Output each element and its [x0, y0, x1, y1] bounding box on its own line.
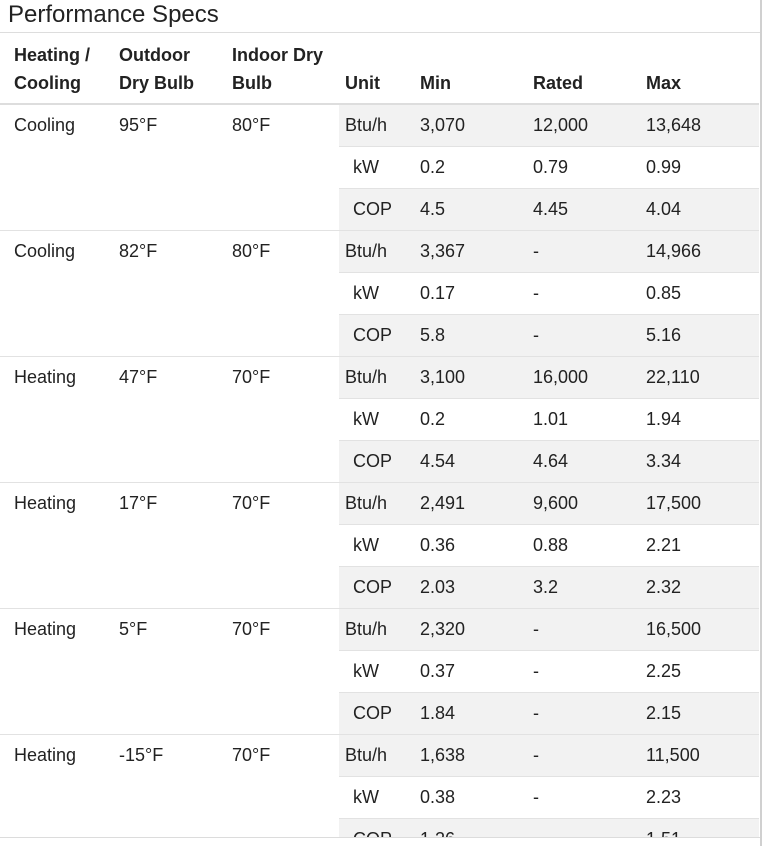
cell-min: 3,367	[414, 231, 527, 273]
cell-min: 2.03	[414, 567, 527, 609]
header-min: Min	[414, 33, 527, 104]
cell-max: 2.25	[640, 651, 759, 693]
table-row	[0, 483, 759, 525]
header-indoor-dry-bulb: Indoor Dry Bulb	[226, 33, 339, 104]
cell-outdoor: -15°F	[113, 735, 226, 846]
cell-max: 1.94	[640, 399, 759, 441]
cell-rated: 4.45	[527, 189, 640, 231]
cell-rated: -	[527, 315, 640, 357]
cell-indoor: 70°F	[226, 735, 339, 846]
cell-mode: Heating	[0, 735, 113, 846]
cell-outdoor: 95°F	[113, 104, 226, 231]
cell-max: 16,500	[640, 609, 759, 651]
table-row	[0, 357, 759, 399]
cell-mode: Heating	[0, 609, 113, 735]
cell-min: 0.2	[414, 399, 527, 441]
cell-rated: 16,000	[527, 357, 640, 399]
header-outdoor-dry-bulb: Outdoor Dry Bulb	[113, 33, 226, 104]
cell-max: 22,110	[640, 357, 759, 399]
cell-min: 0.2	[414, 147, 527, 189]
cell-max: 14,966	[640, 231, 759, 273]
cell-outdoor: 5°F	[113, 609, 226, 735]
cell-min: 0.17	[414, 273, 527, 315]
cell-rated: 9,600	[527, 483, 640, 525]
cell-unit: Btu/h	[339, 735, 414, 777]
cell-outdoor: 82°F	[113, 231, 226, 357]
cell-rated: -	[527, 273, 640, 315]
cell-min: 0.36	[414, 525, 527, 567]
cell-max: 4.04	[640, 189, 759, 231]
cell-unit: Btu/h	[339, 104, 414, 147]
cell-mode: Cooling	[0, 231, 113, 357]
cell-min: 0.37	[414, 651, 527, 693]
cell-rated: -	[527, 609, 640, 651]
cell-outdoor: 47°F	[113, 357, 226, 483]
cell-unit: kW	[339, 651, 414, 693]
table-row	[0, 104, 759, 147]
cell-rated: -	[527, 735, 640, 777]
cell-min: 3,070	[414, 104, 527, 147]
cell-max: 0.99	[640, 147, 759, 189]
cell-indoor: 70°F	[226, 483, 339, 609]
cell-rated: 12,000	[527, 104, 640, 147]
cell-min: 4.5	[414, 189, 527, 231]
cell-rated: 0.79	[527, 147, 640, 189]
cell-unit: kW	[339, 525, 414, 567]
cell-max: 13,648	[640, 104, 759, 147]
cell-outdoor: 17°F	[113, 483, 226, 609]
cell-min: 5.8	[414, 315, 527, 357]
cell-rated: -	[527, 651, 640, 693]
header-heating-cooling: Heating / Cooling	[0, 33, 113, 104]
cell-unit: Btu/h	[339, 357, 414, 399]
cell-max: 2.15	[640, 693, 759, 735]
cell-unit: COP	[339, 693, 414, 735]
cell-max: 2.23	[640, 777, 759, 819]
cell-max: 5.16	[640, 315, 759, 357]
cell-unit: kW	[339, 777, 414, 819]
cell-unit: Btu/h	[339, 483, 414, 525]
cell-indoor: 70°F	[226, 357, 339, 483]
header-max: Max	[640, 33, 759, 104]
cell-rated: 3.2	[527, 567, 640, 609]
cell-unit: Btu/h	[339, 609, 414, 651]
table-header-row	[0, 33, 759, 104]
cell-max: 17,500	[640, 483, 759, 525]
cell-indoor: 70°F	[226, 609, 339, 735]
cell-min: 2,320	[414, 609, 527, 651]
cell-indoor: 80°F	[226, 104, 339, 231]
cell-rated: 0.88	[527, 525, 640, 567]
cell-rated: 1.01	[527, 399, 640, 441]
table-row	[0, 735, 759, 777]
header-unit: Unit	[339, 33, 414, 104]
cell-max: 2.21	[640, 525, 759, 567]
cell-min: 3,100	[414, 357, 527, 399]
cell-indoor: 80°F	[226, 231, 339, 357]
cell-max: 11,500	[640, 735, 759, 777]
cell-unit: COP	[339, 567, 414, 609]
cell-unit: COP	[339, 315, 414, 357]
cell-rated: -	[527, 777, 640, 819]
cell-unit: kW	[339, 399, 414, 441]
cell-mode: Heating	[0, 483, 113, 609]
cell-min: 2,491	[414, 483, 527, 525]
cell-unit: kW	[339, 147, 414, 189]
cell-unit: Btu/h	[339, 231, 414, 273]
cell-min: 1,638	[414, 735, 527, 777]
cell-max: 0.85	[640, 273, 759, 315]
page-title: Performance Specs	[0, 0, 760, 33]
cell-unit: COP	[339, 189, 414, 231]
table-row	[0, 609, 759, 651]
cell-min: 1.84	[414, 693, 527, 735]
cell-mode: Heating	[0, 357, 113, 483]
cell-rated: -	[527, 231, 640, 273]
cell-mode: Cooling	[0, 104, 113, 231]
cell-min: 4.54	[414, 441, 527, 483]
cell-unit: COP	[339, 441, 414, 483]
cell-unit: kW	[339, 273, 414, 315]
performance-specs-table	[0, 33, 759, 846]
header-rated: Rated	[527, 33, 640, 104]
cell-rated: 4.64	[527, 441, 640, 483]
table-row	[0, 231, 759, 273]
cell-rated: -	[527, 693, 640, 735]
cell-min: 0.38	[414, 777, 527, 819]
cell-max: 2.32	[640, 567, 759, 609]
cell-max: 3.34	[640, 441, 759, 483]
bottom-divider	[0, 837, 762, 846]
